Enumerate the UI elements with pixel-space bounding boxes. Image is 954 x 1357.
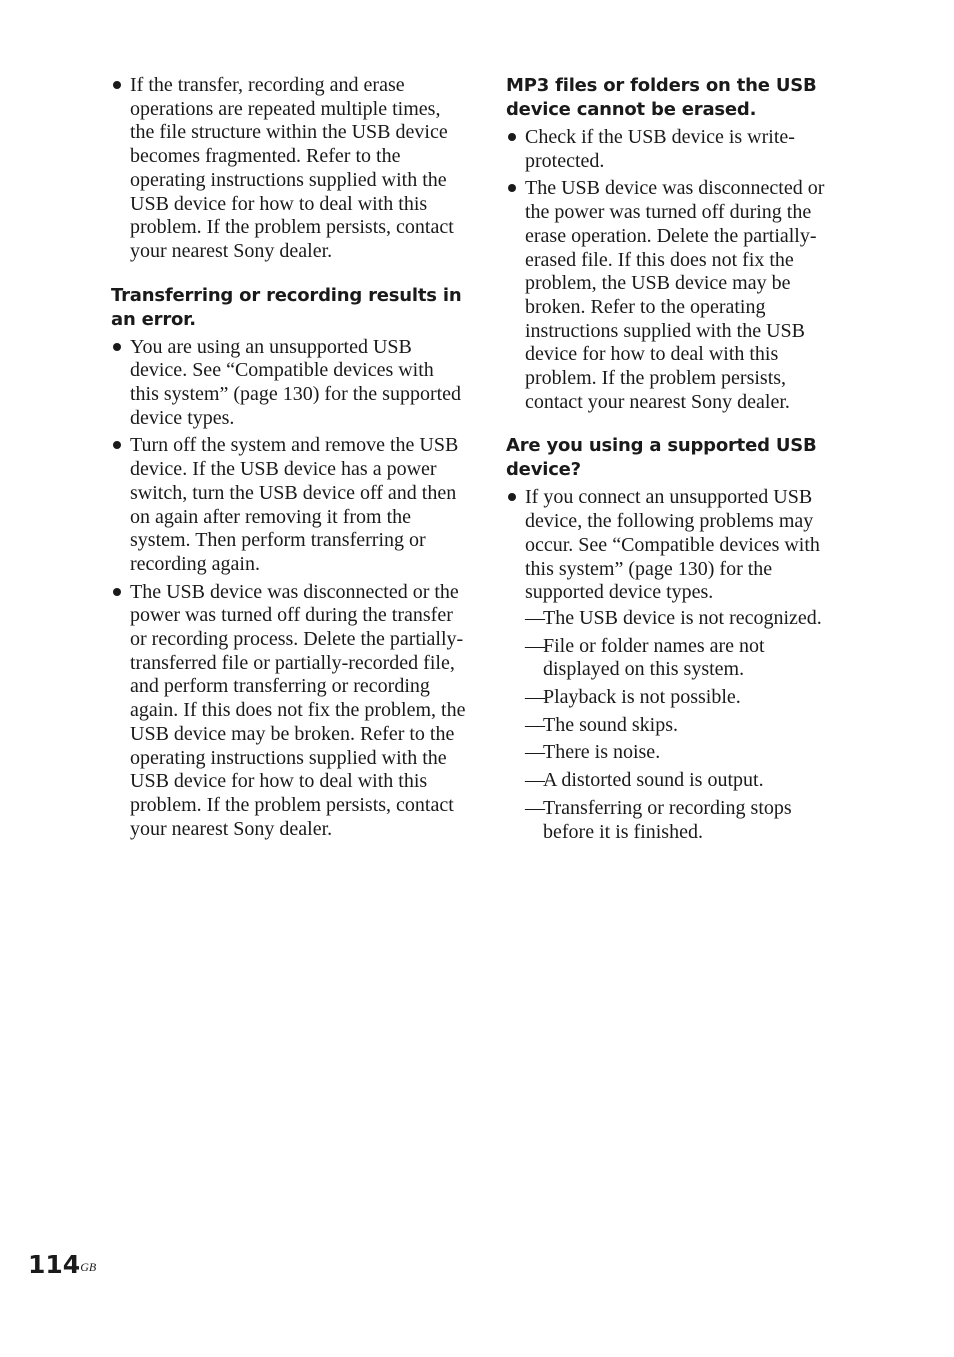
section-heading-transfer-error: Transferring or recording results in an error. [111,284,462,330]
list-item: The USB device was disconnected or the power was turned off during the transfer or recording process. Delete the partially-transferred file or partially-recorded file, and perform transferring or recording again. If this does not fix the problem, the USB device may be broken. Refer to the operating instructions supplied with the USB device for how to deal with this problem. If the problem persists, contact your nearest Sony dealer. [111,581,466,842]
problem-item: — The USB device is not recognized. [525,607,836,631]
list-item: The USB device was disconnected or the power was turned off during the erase operation. Delete the partially-erased file. If this does not fix the problem, the USB device may be broken. Refer to the operating instructions supplied with the USB device for how to deal with this problem. If the problem persists, contact your nearest Sony dealer. [506,177,836,414]
problem-list [525,607,836,844]
section-heading-supported-device: Are you using a supported USB device? [506,435,817,481]
list-item: If the transfer, recording and erase operations are repeated multiple times, the file structure within the USB device becomes fragmented. Refer to the operating instructions supplied with the USB device for how to deal with this problem. If the problem persists, contact your nearest Sony dealer. [111,74,466,264]
list-item [506,486,836,844]
list-item: You are using an unsupported USB device. See “Compatible devices with this system” (page 130) for the supported device types. [111,336,466,431]
problem-item: — A distorted sound is output. [525,769,836,793]
problem-item: — Playback is not possible. [525,686,836,710]
section-heading-cannot-erase: MP3 files or folders on the USB device cannot be erased. [506,75,817,120]
page-number [28,1250,96,1280]
list-item: Turn off the system and remove the USB device. If the USB device has a power switch, turn the USB device off and then on again after removing it from the system. Then perform transferring or recording again. [111,434,466,576]
problem-item: — The sound skips. [525,714,836,738]
supported-device-list [506,486,836,844]
page-number-value: 114 [28,1250,81,1279]
intro-list [111,74,466,264]
right-column [506,74,836,848]
transfer-error-list [111,336,466,842]
list-item-text: If you connect an unsupported USB device, the following problems may occur. See “Compatible devices with this system” (page 130) for the supported device types. [525,486,820,604]
problem-item: — There is noise. [525,741,836,765]
left-column [111,74,466,845]
cannot-erase-list [506,126,836,414]
page-number-suffix: GB [80,1260,97,1274]
problem-item: — File or folder names are not displayed on this system. [525,635,836,682]
list-item: Check if the USB device is write-protected. [506,126,836,173]
problem-item: — Transferring or recording stops before it is finished. [525,797,836,844]
